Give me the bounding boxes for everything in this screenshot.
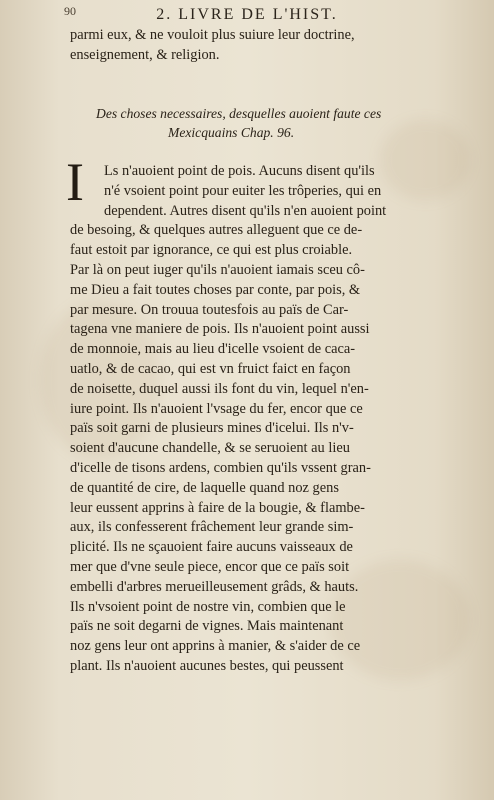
text-line: Par là on peut iuger qu'ils n'auoient iamais sceu cô- (70, 261, 365, 278)
text-line: plant. Ils n'auoient aucunes bestes, qui peussent (70, 657, 344, 674)
text-line: embelli d'arbres merueilleusement grâds, & hauts. (70, 578, 359, 595)
text-line: aux, ils confesserent frâchement leur grande sim- (70, 519, 354, 536)
text-line: faut estoit par ignorance, ce qui est plus croiable. (70, 242, 353, 259)
chapter-heading-line: Des choses necessaires, desquelles auoient faute ces (96, 106, 382, 121)
text-line: mer que d'vne seule piece, encor que ce païs soit (70, 558, 350, 575)
chapter-body-text (70, 221, 474, 676)
text-line: Ils n'vsoient point de nostre vin, combien que le (70, 598, 346, 615)
folio-mark: 90 (64, 4, 76, 18)
text-line: de besoing, & quelques autres alleguent que ce de- (70, 222, 363, 239)
text-line: de noisette, duquel aussi ils font du vin, lequel n'en- (70, 380, 369, 397)
text-line: parmi eux, & ne vouloit plus suiure leur doctrine, (70, 27, 355, 43)
text-line: païs ne soit degarni de vignes. Mais maintenant (70, 618, 344, 635)
chapter-heading-line: Mexicquains Chap. 96. (168, 125, 295, 140)
drop-capital: I (66, 152, 84, 212)
text-line: leur eussent apprins à faire de la bougie, & flambe- (70, 499, 365, 516)
text-line: dependent. Autres disent qu'ils n'en auoient point (104, 202, 387, 219)
text-line: tagena vne maniere de pois. Ils n'auoient point aussi (70, 321, 370, 338)
text-line: Ls n'auoient point de pois. Aucuns disent qu'ils (104, 163, 375, 179)
previous-chapter-text (70, 26, 472, 66)
text-line: par mesure. On trouua toutesfois au païs de Car- (70, 301, 349, 318)
text-line: iure point. Ils n'auoient l'vsage du fer, encor que ce (70, 400, 363, 417)
text-line: de quantité de cire, de laquelle quand noz gens (70, 479, 339, 496)
chapter-opening-lines (104, 162, 476, 221)
text-line: païs soit garni de plusieurs mines d'icelui. Ils n'v- (70, 420, 354, 437)
text-line: noz gens leur ont apprins à manier, & s'aider de ce (70, 638, 361, 655)
text-line: n'é vsoient point pour euiter les trôperies, qui en (104, 182, 382, 199)
chapter-heading (96, 104, 456, 142)
text-line: me Dieu a fait toutes choses par conte, par pois, & (70, 281, 361, 298)
text-line: d'icelle de tisons ardens, combien qu'ils vssent gran- (70, 459, 371, 476)
text-line: de monnoie, mais au lieu d'icelle vsoient de caca- (70, 341, 356, 358)
text-line: plicité. Ils ne sçauoient faire aucuns vaisseaux de (70, 539, 353, 556)
text-line: enseignement, & religion. (70, 46, 220, 63)
running-title: 2. LIVRE DE L'HIST. (156, 6, 338, 23)
text-line: soient d'aucune chandelle, & se seruoient au lieu (70, 440, 350, 457)
text-line: uatlo, & de cacao, qui est vn fruict faict en façon (70, 360, 351, 377)
